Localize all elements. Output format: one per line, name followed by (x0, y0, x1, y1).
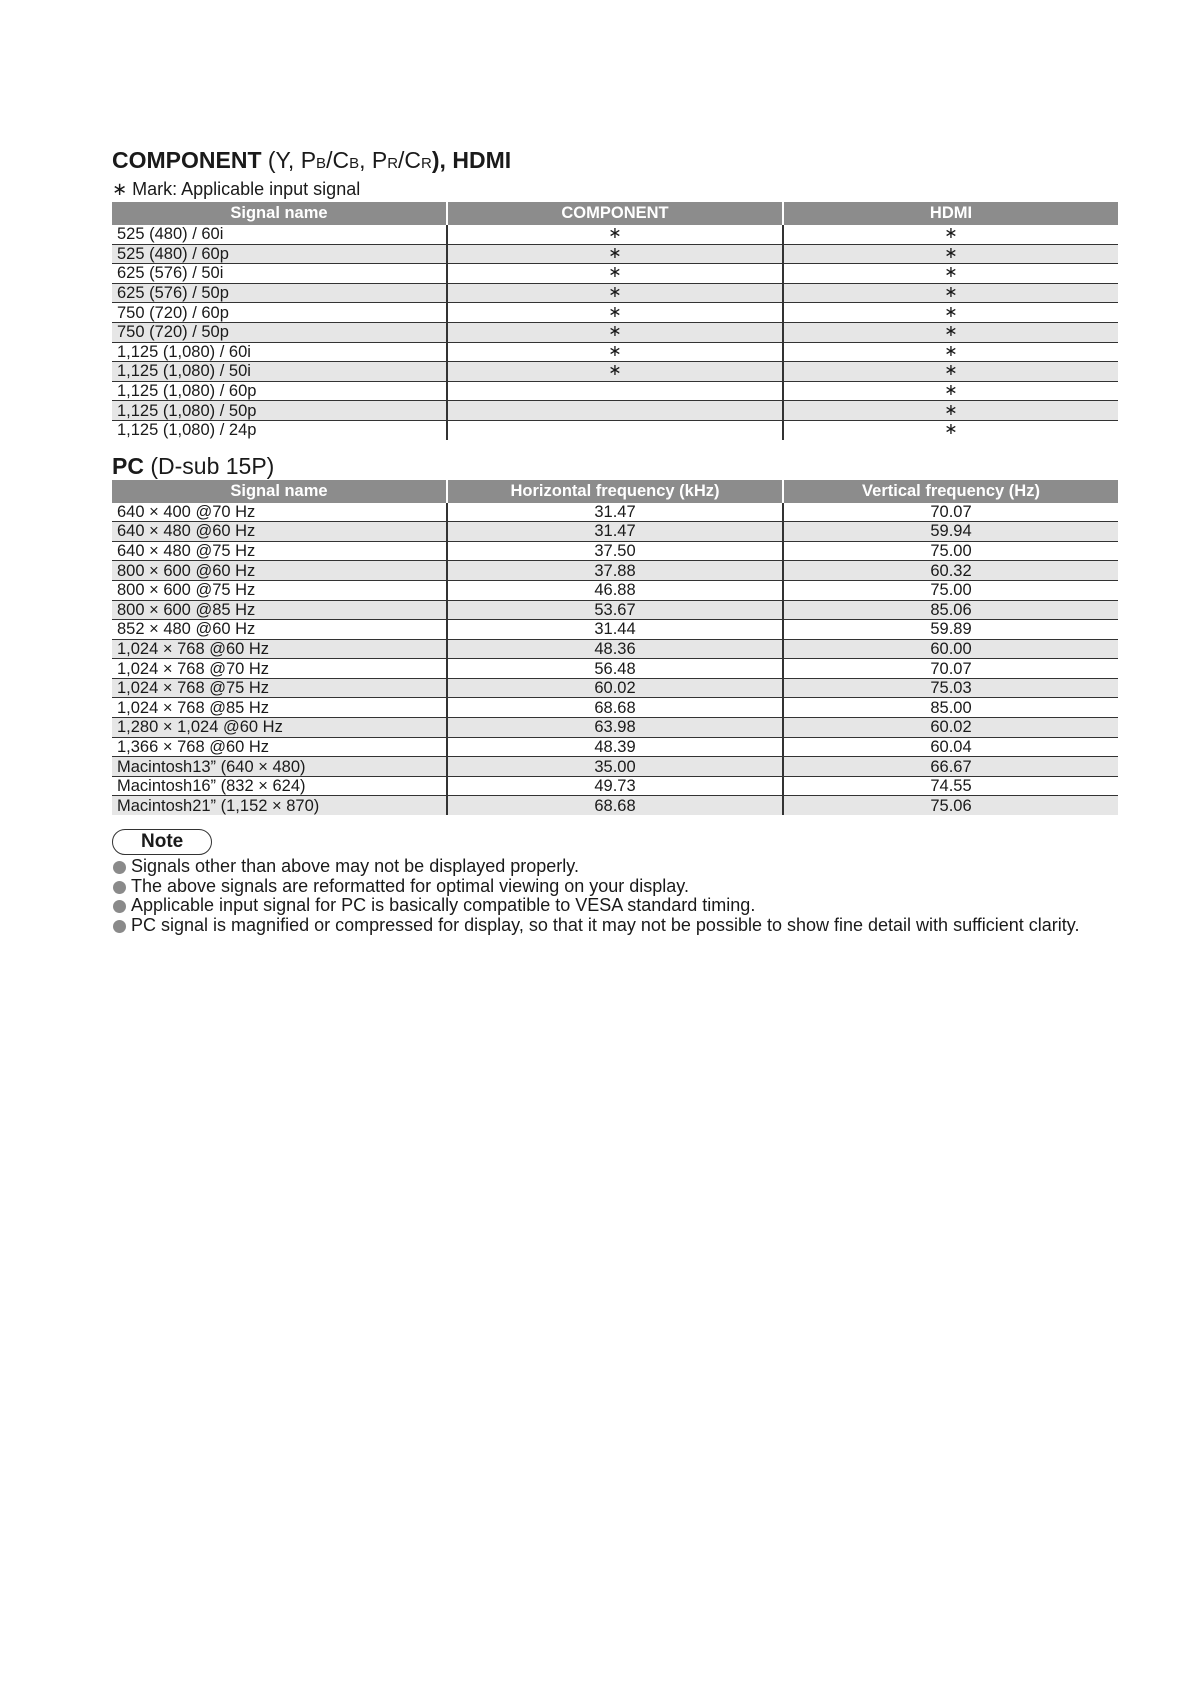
value-cell: 63.98 (447, 718, 783, 738)
column-header-horizontal-frequency: Horizontal frequency (kHz) (447, 480, 783, 503)
column-header-signal-name: Signal name (112, 202, 447, 225)
value-cell: ∗ (783, 303, 1118, 323)
value-cell: 59.94 (783, 522, 1118, 542)
value-cell: ∗ (783, 420, 1118, 439)
value-cell: 48.36 (447, 639, 783, 659)
signal-name-cell: 750 (720) / 50p (112, 322, 447, 342)
value-cell: ∗ (783, 225, 1118, 244)
value-cell: 85.06 (783, 600, 1118, 620)
table-row (112, 401, 1118, 421)
table-row (112, 737, 1118, 757)
table-row (112, 503, 1118, 522)
value-cell: 37.88 (447, 561, 783, 581)
signal-name-cell: 1,366 × 768 @60 Hz (112, 737, 447, 757)
value-cell: 31.47 (447, 503, 783, 522)
value-cell: ∗ (783, 342, 1118, 362)
mark-legend: ∗ Mark: Applicable input signal (112, 179, 361, 199)
signal-name-cell: Macintosh13” (640 × 480) (112, 757, 447, 777)
table-row (112, 678, 1118, 698)
table-row (112, 322, 1118, 342)
value-cell: 75.00 (783, 541, 1118, 561)
component-hdmi-signal-table (112, 202, 1118, 440)
table-row (112, 264, 1118, 284)
value-cell: 37.50 (447, 541, 783, 561)
value-cell: ∗ (447, 225, 783, 244)
column-header-vertical-frequency: Vertical frequency (Hz) (783, 480, 1118, 503)
value-cell: 75.06 (783, 796, 1118, 815)
table-row (112, 362, 1118, 382)
value-cell: 75.00 (783, 580, 1118, 600)
value-cell: 70.07 (783, 659, 1118, 679)
value-cell: ∗ (783, 283, 1118, 303)
table-row (112, 757, 1118, 777)
notes-list (112, 857, 1118, 935)
note-item: The above signals are reformatted for optimal viewing on your display. (112, 877, 1118, 897)
signal-name-cell: 1,125 (1,080) / 50i (112, 362, 447, 382)
value-cell: 60.00 (783, 639, 1118, 659)
signal-name-cell: 800 × 600 @60 Hz (112, 561, 447, 581)
value-cell (447, 381, 783, 401)
signal-name-cell: 1,125 (1,080) / 60i (112, 342, 447, 362)
value-cell: 60.32 (783, 561, 1118, 581)
signal-name-cell: 750 (720) / 60p (112, 303, 447, 323)
signal-name-cell: 1,280 × 1,024 @60 Hz (112, 718, 447, 738)
table-row (112, 600, 1118, 620)
table-row (112, 225, 1118, 244)
value-cell: 35.00 (447, 757, 783, 777)
value-cell: 66.67 (783, 757, 1118, 777)
value-cell: 60.04 (783, 737, 1118, 757)
value-cell: 74.55 (783, 776, 1118, 796)
table-row (112, 639, 1118, 659)
signal-name-cell: 852 × 480 @60 Hz (112, 620, 447, 640)
column-header-signal-name: Signal name (112, 480, 447, 503)
value-cell: ∗ (447, 322, 783, 342)
value-cell: ∗ (447, 362, 783, 382)
pc-section-title: PC (D-sub 15P) (112, 452, 275, 479)
signal-name-cell: 800 × 600 @75 Hz (112, 580, 447, 600)
table-row (112, 659, 1118, 679)
note-item: Signals other than above may not be displayed properly. (112, 857, 1118, 877)
note-item: Applicable input signal for PC is basically compatible to VESA standard timing. (112, 896, 1118, 916)
value-cell: 59.89 (783, 620, 1118, 640)
signal-name-cell: 1,125 (1,080) / 24p (117, 421, 257, 440)
value-cell (447, 420, 783, 439)
signal-name-cell: 1,024 × 768 @60 Hz (112, 639, 447, 659)
value-cell (447, 401, 783, 421)
value-cell: ∗ (783, 264, 1118, 284)
signal-name-cell: 640 × 400 @70 Hz (112, 503, 447, 522)
pc-signal-table (112, 480, 1118, 816)
signal-name-cell: 525 (480) / 60p (112, 244, 447, 264)
signal-name-cell: Macintosh21” (1,152 × 870) (112, 796, 447, 815)
value-cell: 49.73 (447, 776, 783, 796)
signal-name-cell: Macintosh16” (832 × 624) (112, 776, 447, 796)
value-cell: 60.02 (447, 678, 783, 698)
table-row (112, 283, 1118, 303)
value-cell: ∗ (447, 264, 783, 284)
table-header-row (112, 480, 1118, 503)
value-cell: 31.44 (447, 620, 783, 640)
value-cell: ∗ (783, 322, 1118, 342)
table-row (112, 342, 1118, 362)
value-cell: ∗ (783, 381, 1118, 401)
value-cell: ∗ (447, 342, 783, 362)
value-cell: 48.39 (447, 737, 783, 757)
table-row (112, 541, 1118, 561)
value-cell: ∗ (783, 401, 1118, 421)
table-row (112, 796, 1118, 815)
value-cell: ∗ (783, 362, 1118, 382)
table-row (112, 718, 1118, 738)
table-row (112, 522, 1118, 542)
table-row (112, 698, 1118, 718)
table-row (112, 776, 1118, 796)
signal-name-cell: 625 (576) / 50i (112, 264, 447, 284)
signal-name-cell: 1,125 (1,080) / 50p (112, 401, 447, 421)
signal-name-cell: 525 (480) / 60i (112, 225, 447, 244)
value-cell: 75.03 (783, 678, 1118, 698)
table-row (112, 580, 1118, 600)
signal-name-cell: 640 × 480 @60 Hz (112, 522, 447, 542)
value-cell: 53.67 (447, 600, 783, 620)
signal-name-cell: 800 × 600 @85 Hz (112, 600, 447, 620)
column-header-hdmi: HDMI (783, 202, 1118, 225)
signal-name-cell: 1,024 × 768 @70 Hz (112, 659, 447, 679)
value-cell: 85.00 (783, 698, 1118, 718)
value-cell: 68.68 (447, 698, 783, 718)
signal-name-cell: 1,125 (1,080) / 60p (112, 381, 447, 401)
component-section-title: COMPONENT (Y, PB/CB, PR/CR), HDMI (112, 147, 512, 173)
value-cell: 68.68 (447, 796, 783, 815)
value-cell: 70.07 (783, 503, 1118, 522)
table-row (112, 420, 1118, 439)
note-item: PC signal is magnified or compressed for display, so that it may not be possible to show fine detail with sufficient clarity. (112, 916, 1118, 936)
signal-name-cell: 625 (576) / 50p (112, 283, 447, 303)
signal-name-cell: 640 × 480 @75 Hz (112, 541, 447, 561)
signal-name-cell: 1,024 × 768 @75 Hz (112, 678, 447, 698)
value-cell: 56.48 (447, 659, 783, 679)
document-page (112, 146, 1118, 935)
value-cell: ∗ (447, 283, 783, 303)
note-label: Note (112, 829, 212, 855)
value-cell: ∗ (447, 244, 783, 264)
column-header-component: COMPONENT (447, 202, 783, 225)
table-header-row (112, 202, 1118, 225)
value-cell: ∗ (447, 303, 783, 323)
signal-name-cell: 1,024 × 768 @85 Hz (112, 698, 447, 718)
table-row (112, 381, 1118, 401)
table-row (112, 620, 1118, 640)
table-row (112, 303, 1118, 323)
value-cell: 60.02 (783, 718, 1118, 738)
value-cell: 46.88 (447, 580, 783, 600)
table-row (112, 244, 1118, 264)
value-cell: ∗ (783, 244, 1118, 264)
value-cell: 31.47 (447, 522, 783, 542)
table-row (112, 561, 1118, 581)
